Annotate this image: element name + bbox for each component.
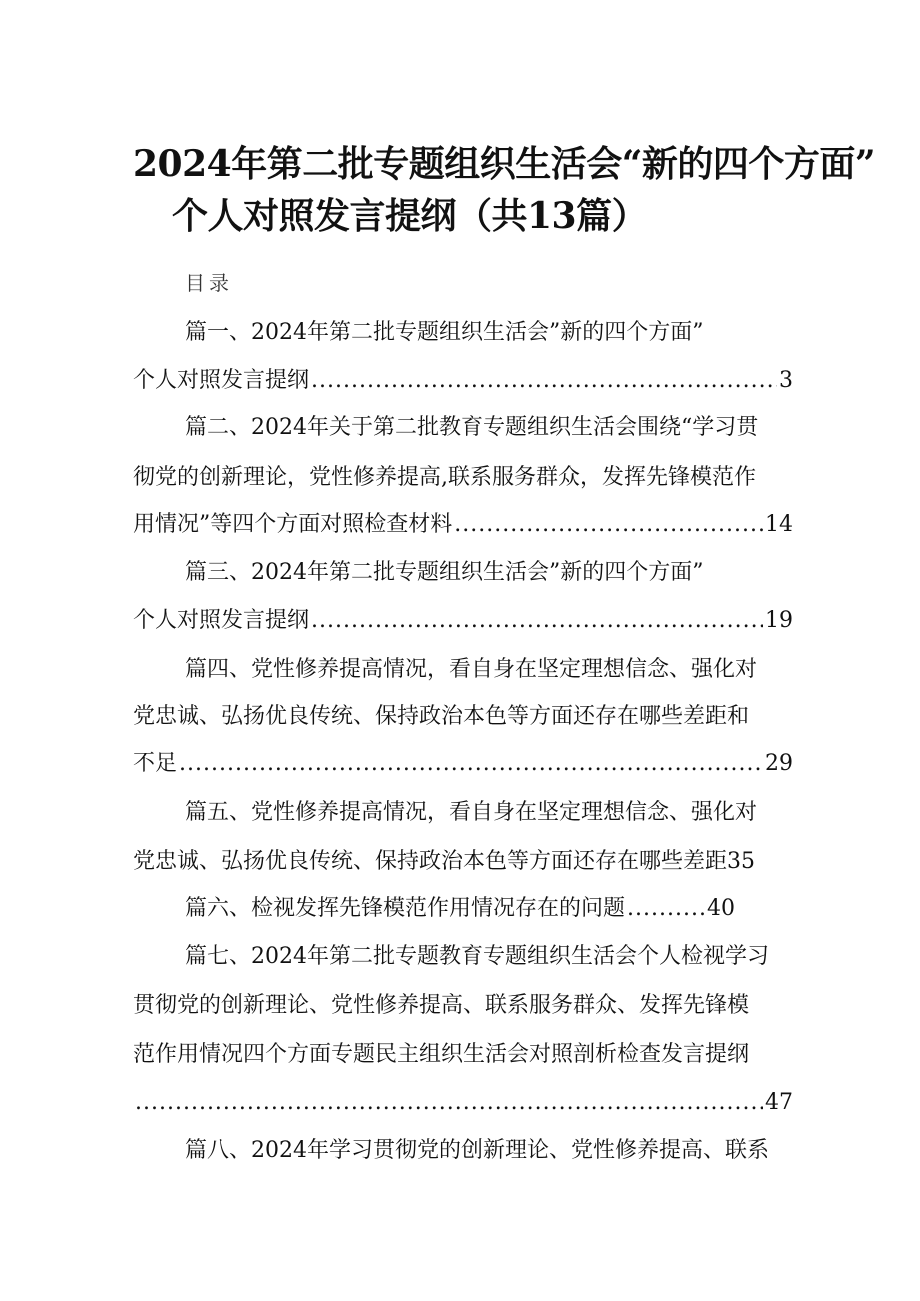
toc-entry-4-line-2[interactable] bbox=[133, 697, 793, 737]
toc-entry-text: 篇五、党性修养提高情况，看自身在坚定理想信念、强化对 bbox=[185, 800, 758, 825]
toc-page-number: 47 bbox=[765, 1090, 793, 1115]
toc-entry-1-line-1[interactable] bbox=[185, 313, 793, 353]
toc-leader-dots bbox=[454, 505, 763, 545]
toc-entry-4-line-1[interactable] bbox=[185, 650, 793, 690]
toc-entry-text: 篇八、2024年学习贯彻党的创新理论、党性修养提高、联系 bbox=[185, 1138, 769, 1163]
toc-entry-2-last-line[interactable] bbox=[133, 505, 793, 545]
toc-entry-7-last-line[interactable] bbox=[133, 1083, 793, 1123]
toc-entry-3-line-1[interactable] bbox=[185, 553, 793, 593]
toc-page-number: 35 bbox=[727, 849, 756, 874]
toc-entry-text: 不足 bbox=[133, 751, 178, 776]
toc-entry-7-line-2[interactable] bbox=[133, 986, 793, 1026]
toc-leader-dots bbox=[311, 601, 763, 641]
toc-entry-2-line-1[interactable] bbox=[185, 408, 793, 448]
document-title-line1: 2024年第二批专题组织生活会“新的四个方面” bbox=[133, 143, 876, 185]
toc-leader-dots bbox=[311, 361, 777, 401]
toc-heading: 目录 bbox=[185, 271, 233, 295]
toc-entry-text: 篇六、检视发挥先锋模范作用情况存在的问题 bbox=[185, 896, 626, 921]
toc-page-number: 14 bbox=[765, 512, 793, 537]
toc-entry-6-last-line[interactable] bbox=[185, 889, 735, 929]
toc-entry-text: 篇一、2024年第二批专题组织生活会”新的四个方面” bbox=[185, 320, 704, 345]
toc-leader-dots bbox=[179, 744, 763, 784]
toc-entry-text: 篇二、2024年关于第二批教育专题组织生活会围绕“学习贯 bbox=[185, 415, 759, 440]
toc-entry-2-line-2[interactable] bbox=[133, 458, 793, 498]
toc-leader-dots bbox=[627, 889, 705, 929]
toc-entry-8-line-1[interactable] bbox=[185, 1131, 793, 1171]
toc-leader-dots bbox=[135, 1083, 763, 1123]
toc-page-number: 19 bbox=[765, 608, 793, 633]
toc-entry-text: 个人对照发言提纲 bbox=[133, 368, 310, 393]
toc-page-number: 40 bbox=[707, 896, 735, 921]
toc-entry-text: 党忠诚、弘扬优良传统、保持政治本色等方面还存在哪些差距 bbox=[133, 849, 728, 874]
toc-entry-7-line-1[interactable] bbox=[185, 937, 793, 977]
toc-page-number: 29 bbox=[765, 751, 793, 776]
toc-entry-5-line-1[interactable] bbox=[185, 793, 793, 833]
toc-entry-text: 篇三、2024年第二批专题组织生活会”新的四个方面” bbox=[185, 560, 704, 585]
toc-entry-text: 彻党的创新理论，党性修养提高,联系服务群众，发挥先锋模范作 bbox=[133, 465, 756, 490]
toc-entry-text: 用情况”等四个方面对照检查材料 bbox=[133, 512, 453, 537]
toc-entry-4-last-line[interactable] bbox=[133, 744, 793, 784]
toc-entry-text: 贯彻党的创新理论、党性修养提高、联系服务群众、发挥先锋模 bbox=[133, 993, 750, 1018]
document-title-line2: 个人对照发言提纲（共13篇） bbox=[172, 195, 648, 237]
toc-entry-text: 个人对照发言提纲 bbox=[133, 608, 310, 633]
toc-entry-7-line-3[interactable] bbox=[133, 1035, 793, 1075]
toc-entry-text: 党忠诚、弘扬优良传统、保持政治本色等方面还存在哪些差距和 bbox=[133, 704, 750, 729]
toc-entry-5-last-line[interactable] bbox=[133, 842, 793, 882]
toc-page-number: 3 bbox=[779, 368, 793, 393]
toc-entry-text: 篇四、党性修养提高情况，看自身在坚定理想信念、强化对 bbox=[185, 657, 758, 682]
toc-entry-text: 范作用情况四个方面专题民主组织生活会对照剖析检查发言提纲 bbox=[133, 1042, 750, 1067]
toc-entry-1-last-line[interactable] bbox=[133, 361, 793, 401]
toc-entry-3-last-line[interactable] bbox=[133, 601, 793, 641]
toc-entry-text: 篇七、2024年第二批专题教育专题组织生活会个人检视学习 bbox=[185, 944, 769, 969]
